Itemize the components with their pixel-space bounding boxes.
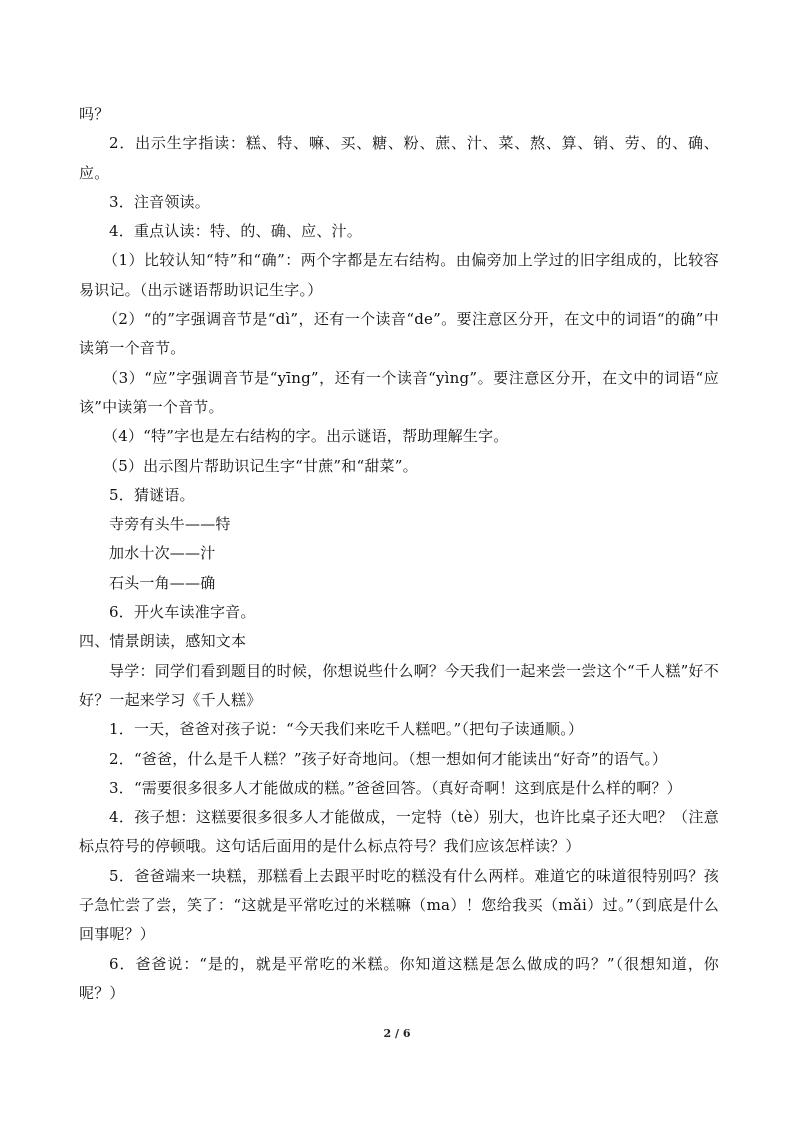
- paragraph: 2．出示生字指读：糕、特、嘛、买、糖、粉、蔗、汁、菜、熬、算、销、劳、的、确、应。: [79, 134, 719, 182]
- document-body: [79, 100, 719, 1008]
- paragraph: 6．开火车读准字音。: [109, 603, 256, 622]
- riddle-line: 加水十次——汁: [109, 544, 216, 563]
- page-number: 2 / 6: [383, 1027, 411, 1040]
- riddle-line: 寺旁有头牛——特: [109, 515, 231, 534]
- paragraph: 1．一天，爸爸对孩子说：“今天我们来吃千人糕吧。”（把句子读通顺。）: [109, 720, 584, 739]
- paragraph: 吗？: [79, 105, 110, 123]
- paragraph: 6．爸爸说：“是的，就是平常吃的米糕。你知道这糕是怎么做成的吗？”（很想知道，你呢？）: [79, 954, 719, 1002]
- paragraph: 3．“需要很多很多人才能做成的糕。”爸爸回答。（真好奇啊！这到底是什么样的啊？）: [109, 778, 682, 797]
- paragraph: 4．重点认读：特、的、确、应、汁。: [109, 222, 362, 241]
- paragraph: 3．注音领读。: [109, 192, 210, 211]
- paragraph: 2．“爸爸，什么是千人糕？”孩子好奇地问。（想一想如何才能读出“好奇”的语气。）: [109, 749, 668, 768]
- paragraph: （4）“特”字也是左右结构的字。出示谜语，帮助理解生字。: [103, 427, 509, 446]
- paragraph: （5）出示图片帮助识记生字“甘蔗”和“甜菜”。: [103, 456, 418, 475]
- paragraph: （1）比较认知“特”和“确”：两个字都是左右结构。由偏旁加上学过的旧字组成的，比较容易识记。（出示谜语帮助识记生字。）: [79, 251, 719, 299]
- paragraph: （3）“应”字强调音节是“yīng”，还有一个读音“yìng”。要注意区分开，在文中的词语“应该”中读第一个音节。: [79, 368, 719, 416]
- paragraph: 导学：同学们看到题目的时候，你想说些什么啊？今天我们一起来尝一尝这个“千人糕”好不好？一起来学习《千人糕》: [79, 661, 719, 709]
- section-heading: 四、情景朗读，感知文本: [79, 632, 247, 651]
- paragraph: 4．孩子想：这糕要很多很多人才能做成，一定特（tè）别大，也许比桌子还大吧？（注意标点符号的停顿哦。这句话后面用的是什么标点符号？我们应该怎样读？）: [79, 808, 719, 856]
- paragraph: 5．爸爸端来一块糕，那糕看上去跟平时吃的糕没有什么两样。难道它的味道很特别吗？孩子急忙尝了尝，笑了：“这就是平常吃过的米糕嘛（ma）！您给我买（mǎi）过。”（到底是什么回事呢？）: [79, 866, 719, 944]
- paragraph: 5．猜谜语。: [109, 485, 195, 504]
- paragraph: （2）“的”字强调音节是“dì”，还有一个读音“de”。要注意区分开，在文中的词语“的确”中读第一个音节。: [79, 310, 719, 358]
- riddle-line: 石头一角——确: [109, 573, 216, 592]
